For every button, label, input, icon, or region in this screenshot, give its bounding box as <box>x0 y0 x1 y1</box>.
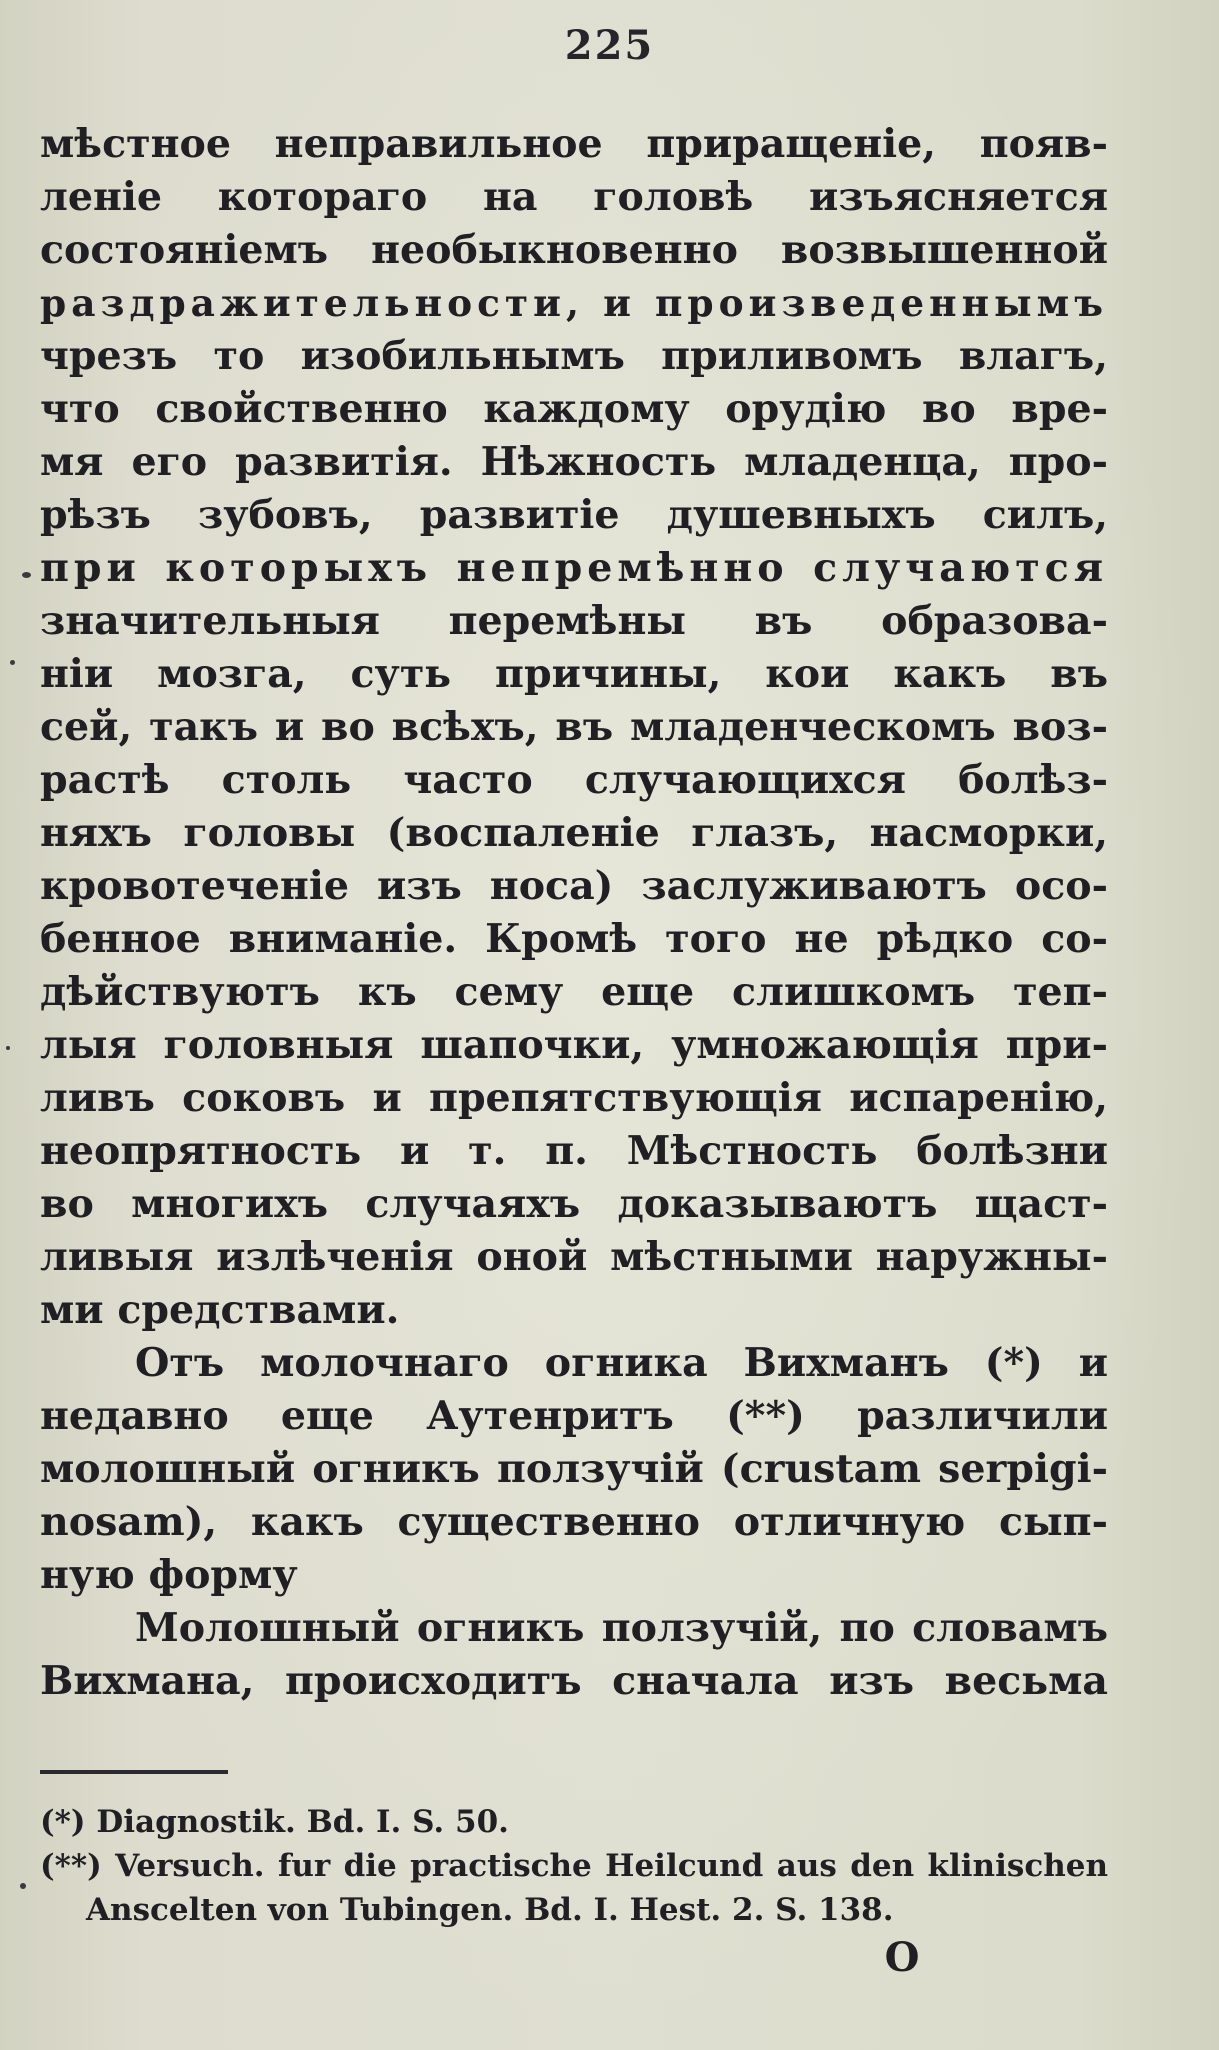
text-line: кровотеченіе изъ носа) заслуживаютъ осо- <box>40 863 1108 909</box>
text-line: Отъ молочнаго огника Вихманъ (*) и <box>135 1340 1108 1386</box>
text-line: неопрятность и т. п. Мѣстность болѣзни <box>40 1128 1108 1174</box>
text-line: бенное вниманіе. Кромѣ того не рѣдко со- <box>40 916 1108 962</box>
text-line: няхъ головы (воспаленіе глазъ, насморки, <box>40 810 1108 856</box>
signature-mark: O <box>884 1934 920 1981</box>
ink-speck <box>20 1883 26 1889</box>
text-line: чрезъ то изобильнымъ приливомъ влагъ, <box>40 333 1108 379</box>
text-line: состояніемъ необыкновенно возвышенной <box>40 227 1108 273</box>
text-line: во многихъ случаяхъ доказываютъ щаст- <box>40 1181 1108 1227</box>
text-line: ную форму <box>40 1552 298 1598</box>
ink-speck <box>22 572 31 578</box>
footnote-separator <box>40 1770 228 1774</box>
text-line: раздражительности, и произведеннымъ <box>40 281 1108 325</box>
footnote: (*) Diagnostik. Bd. I. S. 50. <box>40 1804 509 1840</box>
text-line: лыя головныя шапочки, умножающія при- <box>40 1022 1108 1068</box>
page-number: 225 <box>564 22 655 69</box>
body-text <box>40 118 1108 1708</box>
text-line: nosam), какъ существенно отличную сып- <box>40 1499 1108 1545</box>
text-line: что свойственно каждому орудію во вре- <box>40 386 1108 432</box>
footnote: (**) Versuch. fur die practische Heilcund aus den klinischen <box>40 1848 1108 1884</box>
ink-speck <box>6 1046 10 1050</box>
text-line: ливъ соковъ и препятствующія испаренію, <box>40 1075 1108 1121</box>
text-line: при которыхъ непремѣнно случаются <box>40 545 1108 591</box>
text-line: ніи мозга, суть причины, кои какъ въ <box>40 651 1108 697</box>
text-line: сей, такъ и во всѣхъ, въ младенческомъ воз- <box>40 704 1108 750</box>
text-line: значительныя перемѣны въ образова- <box>40 598 1108 644</box>
footnotes <box>40 1800 1108 1932</box>
text-line: ливыя излѣченія оной мѣстными наружны- <box>40 1234 1108 1280</box>
text-line: недавно еще Аутенритъ (**) различили <box>40 1393 1108 1439</box>
text-line: мѣстное неправильное приращеніе, появ- <box>40 121 1108 167</box>
text-line: молошный огникъ ползучій (crustam serpigi- <box>40 1446 1108 1492</box>
text-line: мя его развитія. Нѣжность младенца, про- <box>40 439 1108 485</box>
text-line: рѣзъ зубовъ, развитіе душевныхъ силъ, <box>40 492 1108 538</box>
footnote-continuation: Anscelten von Tubingen. Bd. I. Hest. 2. S. 138. <box>86 1892 894 1928</box>
text-line: Молошный огникъ ползучій, по словамъ <box>135 1605 1108 1651</box>
ink-speck <box>10 660 15 665</box>
text-line: дѣйствуютъ къ сему еще слишкомъ теп- <box>40 969 1108 1015</box>
text-line: ми средствами. <box>40 1287 400 1333</box>
text-line: растѣ столь часто случающихся болѣз- <box>40 757 1108 803</box>
text-line: Вихмана, происходитъ сначала изъ весьма <box>40 1658 1108 1704</box>
text-line: леніе котораго на головѣ изъясняется <box>40 174 1108 220</box>
